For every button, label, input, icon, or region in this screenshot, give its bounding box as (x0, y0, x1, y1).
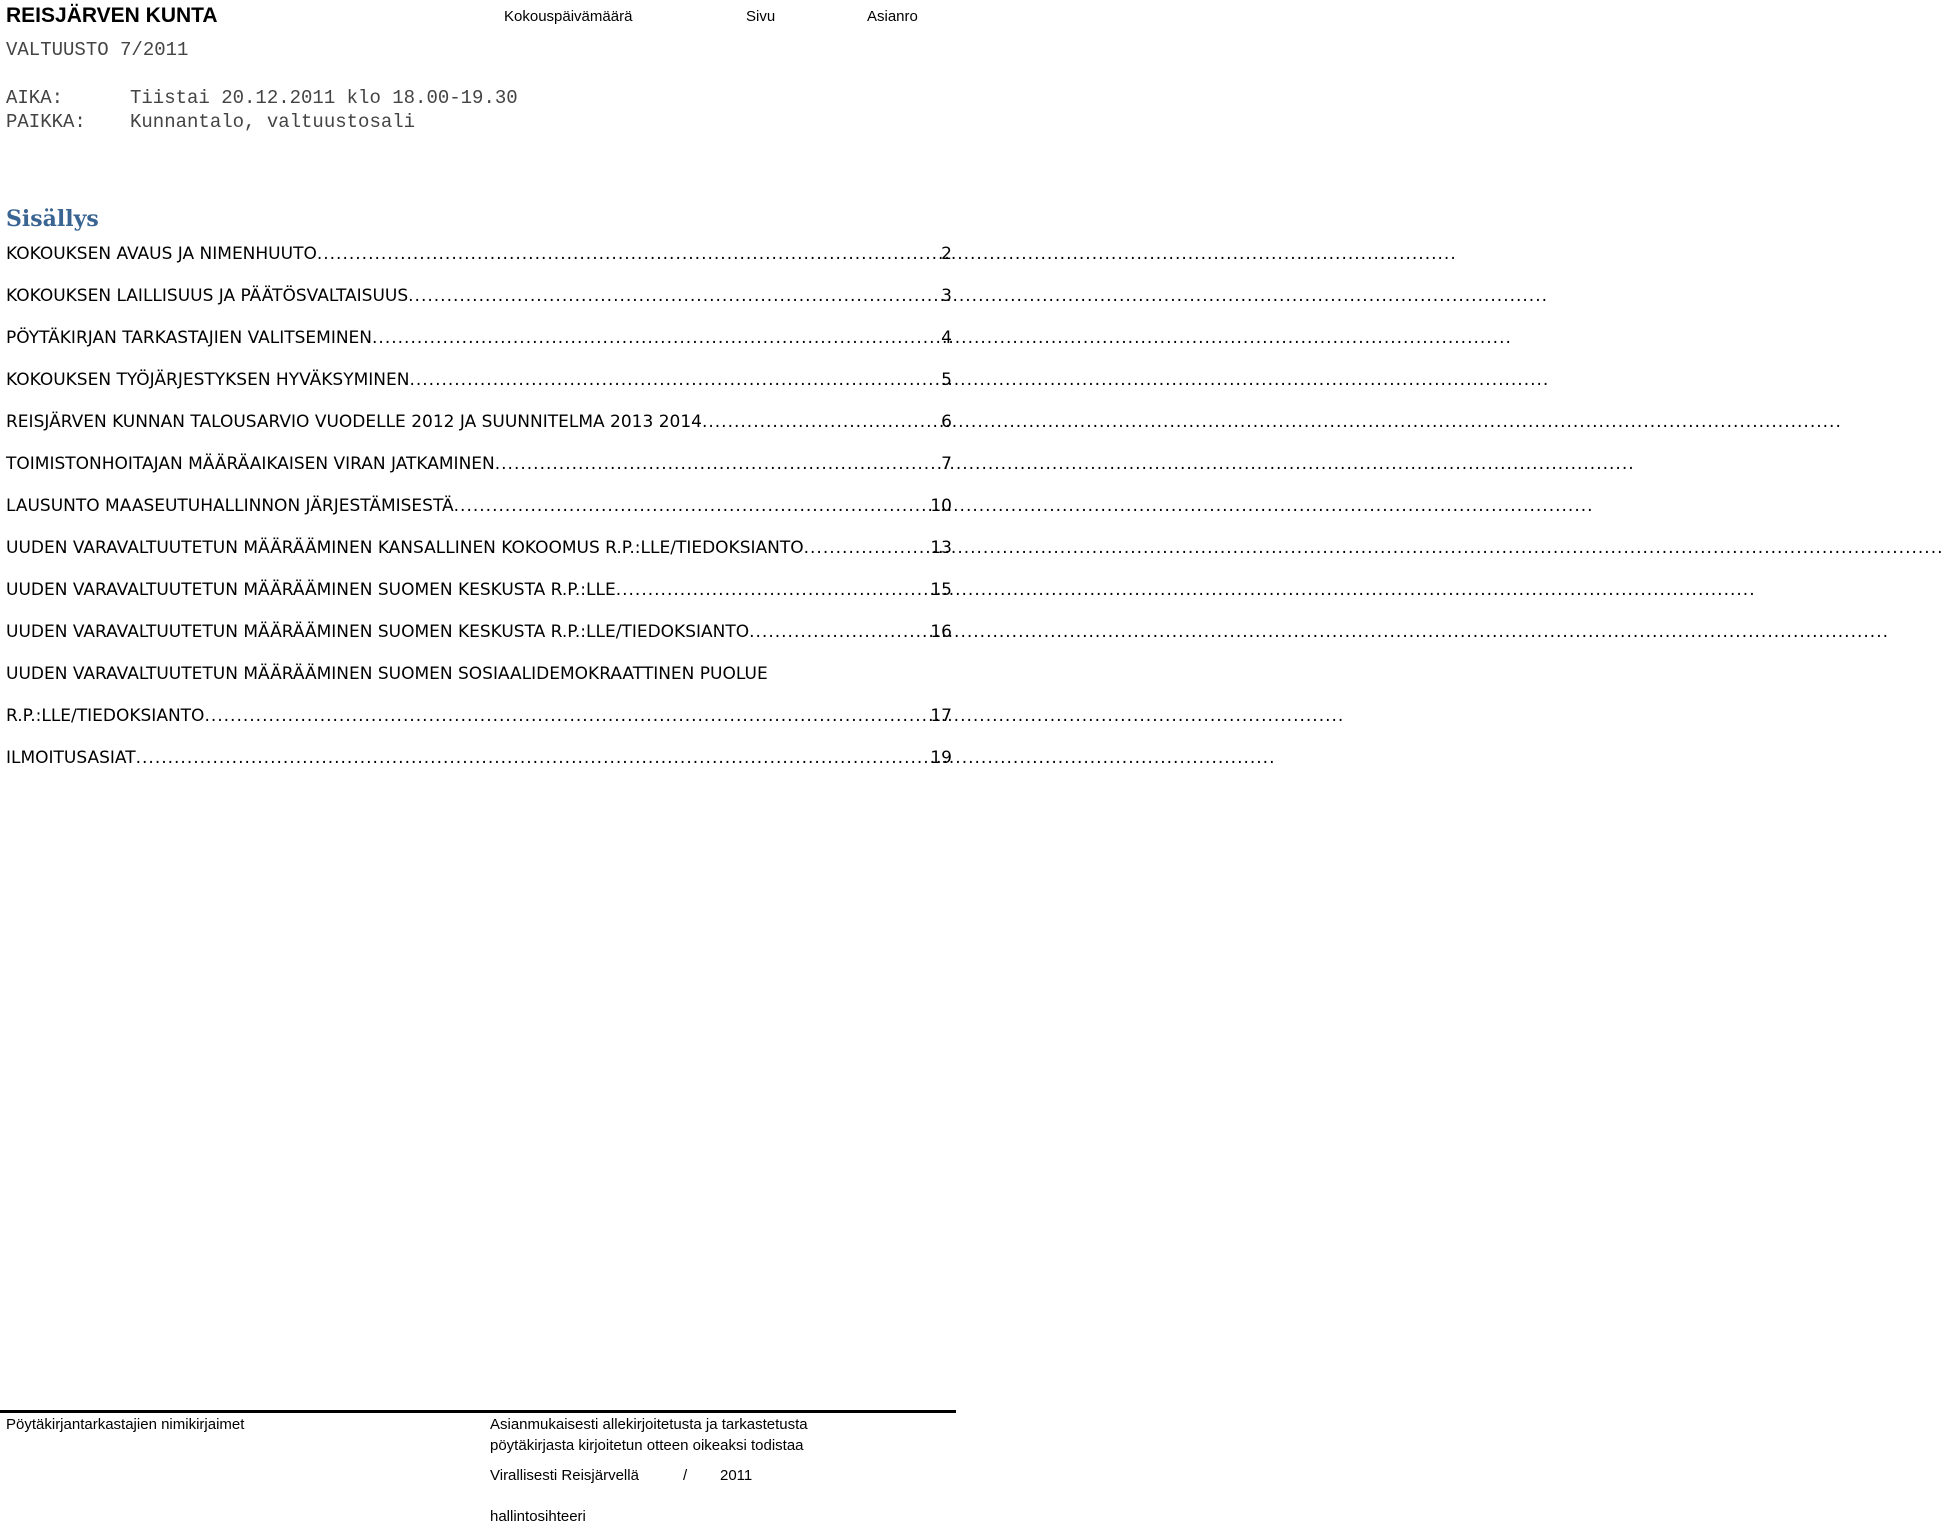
toc-leader (204, 702, 927, 730)
toc-item[interactable] (6, 702, 952, 744)
toc-leader (454, 492, 928, 520)
toc-item-page: 13 (930, 538, 952, 558)
toc-item[interactable] (6, 282, 952, 324)
toc-item-page: 5 (941, 370, 952, 390)
toc-item-title: KOKOUKSEN AVAUS JA NIMENHUUTO (6, 244, 317, 264)
toc-item[interactable] (6, 534, 952, 576)
toc-item-page: 3 (941, 286, 952, 306)
toc-item-page: 15 (930, 580, 952, 600)
certification-line-1: Asianmukaisesti allekirjoitetusta ja tarkastetusta (490, 1416, 808, 1433)
toc-item-page: 19 (930, 748, 952, 768)
toc-item-page: 4 (941, 328, 952, 348)
toc-item-page: 2 (941, 244, 952, 264)
toc-item-title: PÖYTÄKIRJAN TARKASTAJIEN VALITSEMINEN (6, 328, 373, 348)
toc-item[interactable] (6, 492, 952, 534)
toc-leader (702, 408, 938, 436)
toc-item-page: 16 (930, 622, 952, 642)
toc-leader (804, 534, 928, 562)
toc-leader (409, 366, 938, 394)
toc-leader (749, 618, 927, 646)
toc-item-first-line[interactable] (6, 660, 952, 702)
place-value: Kunnantalo, valtuustosali (130, 111, 416, 133)
toc-item-page: 10 (930, 496, 952, 516)
date-separator: / (683, 1467, 688, 1484)
toc-leader (317, 240, 938, 268)
toc-item[interactable] (6, 366, 952, 408)
toc-heading: Sisällys (6, 206, 99, 232)
toc-item-title: UUDEN VARAVALTUUTETUN MÄÄRÄÄMINEN SUOMEN KESKUSTA R.P.:LLE/TIEDOKSIANTO (6, 622, 750, 642)
toc-item-title-line1: UUDEN VARAVALTUUTETUN MÄÄRÄÄMINEN SUOMEN SOSIAALIDEMOKRAATTINEN PUOLUE (6, 664, 768, 684)
inspectors-initials-label: Pöytäkirjantarkastajien nimikirjaimet (6, 1416, 245, 1433)
meeting-date-label: Kokouspäivämäärä (504, 8, 633, 25)
toc-item-title: KOKOUKSEN LAILLISUUS JA PÄÄTÖSVALTAISUUS (6, 286, 409, 306)
toc-leader (616, 576, 928, 604)
page-label: Sivu (746, 8, 776, 25)
signer-title: hallintosihteeri (490, 1508, 586, 1525)
toc-item[interactable] (6, 324, 952, 366)
place-label: PAIKKA: (6, 111, 86, 133)
toc-item[interactable] (6, 618, 952, 660)
toc-leader (495, 450, 938, 478)
certification-year: 2011 (720, 1467, 753, 1484)
time-value: Tiistai 20.12.2011 klo 18.00-19.30 (130, 87, 518, 109)
toc-item[interactable] (6, 450, 952, 492)
table-of-contents (6, 240, 952, 786)
toc-item[interactable] (6, 240, 952, 282)
toc-item-title: ILMOITUSASIAT (6, 748, 136, 768)
council-session: VALTUUSTO 7/2011 (6, 39, 189, 61)
toc-item-page: 6 (941, 412, 952, 432)
case-number-label: Asianro (867, 8, 918, 25)
time-label: AIKA: (6, 87, 64, 109)
toc-item[interactable] (6, 744, 952, 786)
toc-leader (372, 324, 938, 352)
toc-item-title-line2: R.P.:LLE/TIEDOKSIANTO (6, 706, 205, 726)
toc-leader (408, 282, 938, 310)
toc-item[interactable] (6, 576, 952, 618)
toc-item-title: REISJÄRVEN KUNNAN TALOUSARVIO VUODELLE 2012 JA SUUNNITELMA 2013 2014 (6, 412, 702, 432)
organization-name: REISJÄRVEN KUNTA (6, 4, 218, 27)
toc-item[interactable] (6, 408, 952, 450)
certification-line-2: pöytäkirjasta kirjoitetun otteen oikeaksi todistaa (490, 1437, 804, 1454)
toc-item-title: UUDEN VARAVALTUUTETUN MÄÄRÄÄMINEN SUOMEN KESKUSTA R.P.:LLE (6, 580, 616, 600)
toc-leader (136, 744, 928, 772)
official-place-label: Virallisesti Reisjärvellä (490, 1467, 639, 1484)
toc-item-title: UUDEN VARAVALTUUTETUN MÄÄRÄÄMINEN KANSALLINEN KOKOOMUS R.P.:LLE/TIEDOKSIANTO (6, 538, 804, 558)
toc-item-title: LAUSUNTO MAASEUTUHALLINNON JÄRJESTÄMISESTÄ (6, 496, 454, 516)
footer-divider (0, 1410, 956, 1413)
toc-item-page: 7 (941, 454, 952, 474)
toc-item-title: TOIMISTONHOITAJAN MÄÄRÄAIKAISEN VIRAN JATKAMINEN (6, 454, 495, 474)
toc-item-title: KOKOUKSEN TYÖJÄRJESTYKSEN HYVÄKSYMINEN (6, 370, 410, 390)
toc-item-page: 17 (930, 706, 952, 726)
